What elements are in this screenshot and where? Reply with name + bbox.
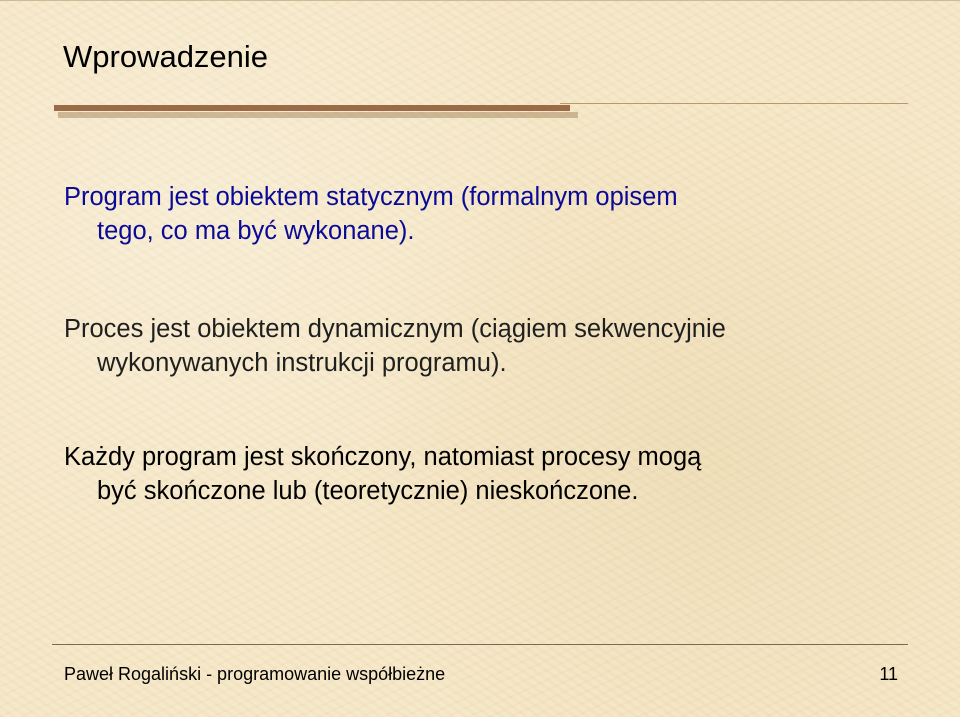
- paragraph-line: Proces jest obiektem dynamicznym (ciągiem sekwencyjnie: [64, 315, 726, 343]
- paragraph-line: być skończone lub (teoretycznie) nieskończone.: [97, 477, 639, 505]
- paragraph-proces: [64, 312, 904, 380]
- paragraph-line: Każdy program jest skończony, natomiast procesy mogą: [64, 443, 702, 471]
- slide-title: Wprowadzenie: [63, 39, 269, 74]
- page-number: 11: [879, 664, 898, 684]
- footer-author: Paweł Rogaliński - programowanie współbieżne: [64, 664, 446, 684]
- title-rule-thin: [560, 103, 908, 104]
- paragraph-line: wykonywanych instrukcji programu).: [97, 349, 507, 377]
- paragraph-kazdy: [64, 440, 904, 508]
- title-rule-shadow: [58, 112, 578, 118]
- paragraph-program: [64, 180, 904, 248]
- title-rule: [54, 105, 570, 111]
- footer-rule: [52, 644, 908, 645]
- paragraph-line: Program jest obiektem statycznym (formalnym opisem: [64, 183, 678, 211]
- paragraph-line: tego, co ma być wykonane).: [97, 217, 415, 245]
